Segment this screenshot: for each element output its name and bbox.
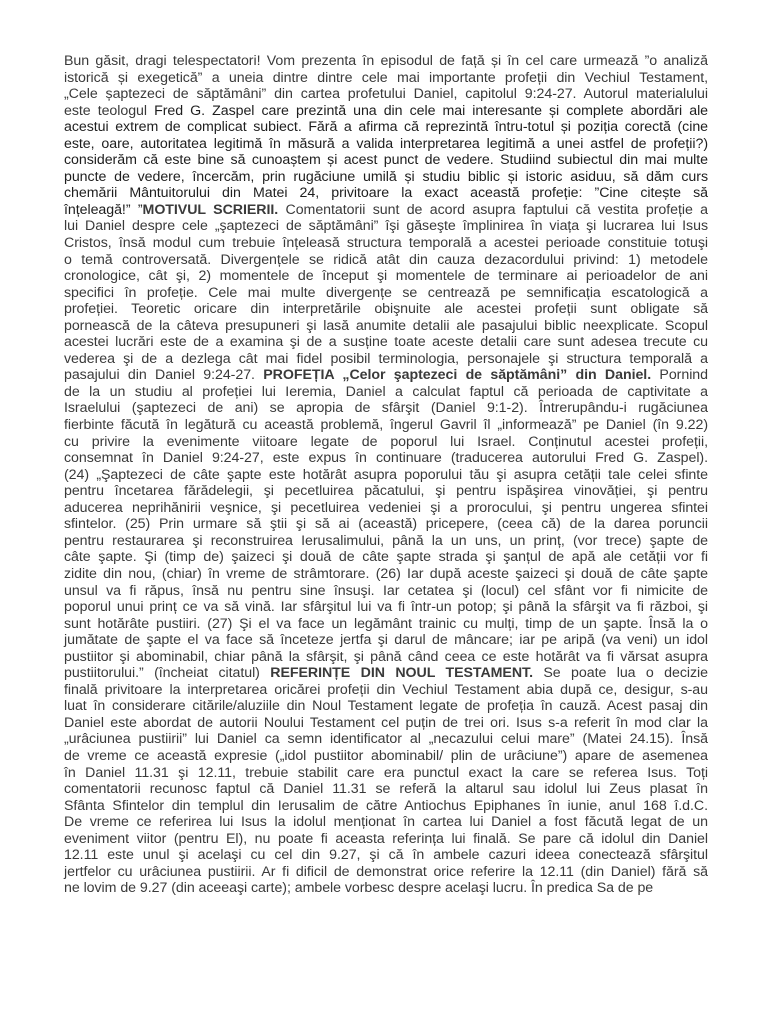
text-run: sfintelor. (25) Prin urmare să ştii şi să ai (această) pricepere, (ceea că) de la darea poruncii xyxy=(64,516,708,533)
text-run: vederea şi de a dezlega cât mai fidel posibil terminologia, personajele şi structura temporală a xyxy=(64,350,708,367)
text-line xyxy=(64,301,708,318)
text-line xyxy=(64,814,708,831)
text-run: pornească de la câteva presupuneri şi lasă anumite detalii ale pasajului biblic neexplicate. Scopul xyxy=(64,317,708,334)
text-line xyxy=(64,185,708,202)
text-run: cronologice, cât şi, 2) momentele de început şi momentele de terminare ai perioadelor de ani xyxy=(64,268,708,285)
text-line xyxy=(64,136,708,153)
text-line xyxy=(64,53,708,70)
text-run: în Daniel 11.31 şi 12.11, trebuie stabilit care era punctul exact la care se referea Isus. Toți xyxy=(64,764,708,781)
text-line xyxy=(64,384,708,401)
text-line xyxy=(64,70,708,87)
text-run: Bun găsit, dragi telespectatori! Vom prezenta în episodul de față și în cel care urmează ”o analiză xyxy=(64,53,708,69)
text-run: cu privire la evenimente viitoare legate de poporul lui Israel. Conținutul acestei profeții, xyxy=(64,433,708,450)
text-line xyxy=(64,616,708,633)
text-run: „Cele șaptezeci de săptămâni” din cartea profetului Daniel, capitolul 9:24-27. Autorul materialului xyxy=(64,86,708,103)
text-run: fierbinte făcută în legătură cu această problemă, îngerul Gavril îl „informează” pe Daniel (în 9.22) xyxy=(64,417,708,434)
text-line xyxy=(64,880,708,897)
text-run: jumătate de şapte el va face să înceteze jertfa şi darul de mâncare; iar pe aripă (va veni) un idol xyxy=(64,632,708,649)
text-line xyxy=(64,632,708,649)
text-line xyxy=(64,400,708,417)
text-line xyxy=(64,682,708,699)
text-line xyxy=(64,500,708,517)
text-run: aducerea neprihănirii veşnice, şi pecetluirea vedeniei şi a prorocului, şi pentru ungerea sfintei xyxy=(64,499,708,516)
text-line xyxy=(64,169,708,186)
text-run: eveniment viitor (pentru El), nu poate fi aceasta referința lui finală. Se pare că idolul din Daniel xyxy=(64,830,708,847)
text-line xyxy=(64,252,708,269)
text-run: profeției. Teoretic oricare din interpretările obişnuite ale acestei profeții sunt obligate să xyxy=(64,301,708,318)
text-line xyxy=(64,533,708,550)
text-line xyxy=(64,698,708,715)
text-line xyxy=(64,583,708,600)
text-run: pustiitor şi abominabil, chiar până la sfârşit, şi până când ceea ce este hotărât va fi vărsat asupra xyxy=(64,648,708,665)
text-run: câte şapte. Şi (timp de) şaizeci şi două de câte şapte strada şi şanțul de apă ale cetății vor fi xyxy=(64,549,708,566)
text-run: de vreme ce această expresie („idol pustiitor abominabil/ plin de urâciune”) apare de asemenea xyxy=(64,747,708,764)
text-run: de la un studiu al profeției lui Ieremia, Daniel a calculat faptul că perioada de captivitate a xyxy=(64,383,708,400)
text-line xyxy=(64,334,708,351)
text-run: Cristos, însă modul cum trebuie înțeleasă structura temporală a acestei perioade constituie totuşi xyxy=(64,235,708,252)
text-run: ne lovim de 9.27 (din aceeaşi carte); ambele vorbesc despre acelaşi lucru. În predica Sa de pe xyxy=(64,880,654,897)
text-line xyxy=(64,599,708,616)
text-run: puncte de vedere, încercăm, prin rugăciune umilă și studiu biblic și istoric asiduu, să dăm curs xyxy=(64,168,708,185)
text-run: pentru restaurarea şi reconstruirea Ierusalimului, până la un uns, un prinț, (vor trece) şapte de xyxy=(64,532,708,549)
text-run: lui Daniel despre cele „şaptezeci de săptămâni” îşi găseşte împlinirea în viața şi lucrarea lui Isus xyxy=(64,218,708,235)
text-run: chemării Mântuitorului din Matei 24, privitoare la exact această profeție: ”Cine citește să xyxy=(64,185,708,202)
text-line xyxy=(64,483,708,500)
text-line xyxy=(64,847,708,864)
text-run: luat în considerare citările/aluziile din Noul Testament legate de profeția în cauză. Acest pasaj din xyxy=(64,698,708,715)
text-run: pustiitorului.” (încheiat citatul) xyxy=(64,665,271,682)
text-line xyxy=(64,549,708,566)
text-line xyxy=(64,731,708,748)
text-line xyxy=(64,516,708,533)
text-run: considerăm că este bine să cunoaștem și acest punct de vedere. Studiind subiectul din mai multe xyxy=(64,152,708,169)
text-run: zidite din nou, (chiar) în vreme de strâmtorare. (26) Iar după aceste şaizeci şi două de câte şapte xyxy=(64,565,708,582)
text-run: jertfelor cu urâciunea pustiirii. Ar fi dificil de demonstrat orice referire la 12.11 (din Daniel) fără să xyxy=(64,863,708,880)
text-run: Sfânta Sfintelor din templul din Ierusalim de către Antiochus Epiphanes în iunie, anul 168 î.d.C. xyxy=(64,797,708,814)
text-run: o temă controversată. Divergențele se ridică atât din cauza dezacordului privind: 1) metodele xyxy=(64,251,708,268)
text-run: Fred G. Zaspel care prezintă una din cele mai interesante și complete abordări ale xyxy=(154,102,709,119)
text-run: Israelului (şaptezeci de ani) se apropia de sfârşit (Daniel 9:1-2). Întrerupându-i rugăciunea xyxy=(64,400,708,417)
text-line xyxy=(64,119,708,136)
section-heading: PROFEȚIA „Celor şaptezeci de săptămâni” din Daniel. xyxy=(263,367,652,384)
text-line xyxy=(64,218,708,235)
text-line xyxy=(64,86,708,103)
text-line xyxy=(64,665,708,682)
text-line xyxy=(64,748,708,765)
text-run: este teologul xyxy=(64,102,155,119)
section-heading: MOTIVUL SCRIERII. xyxy=(142,201,279,218)
text-line xyxy=(64,649,708,666)
text-line xyxy=(64,318,708,335)
text-line xyxy=(64,285,708,302)
text-line xyxy=(64,351,708,368)
text-line xyxy=(64,367,708,384)
text-run: Daniel este abordat de autorii Noului Testament cel puțin de trei ori. Isus s-a referit în mod clar la xyxy=(64,714,708,731)
section-heading: REFERINȚE DIN NOUL TESTAMENT. xyxy=(270,665,533,682)
text-line xyxy=(64,765,708,782)
text-run: acestui extrem de complicat subiect. Fără a afirma că reprezintă întru-totul și poziția corectă (cine xyxy=(64,119,708,136)
text-run: acestei lucrări este de a examina şi de a susține toate aceste detalii care sunt adesea trecute cu xyxy=(64,334,708,351)
text-run: De vreme ce referirea lui Isus la idolul menționat în cartea lui Daniel a fost făcută legat de un xyxy=(64,814,708,831)
text-run: unsul va fi răpus, însă nu pentru sine însuşi. Iar cetatea şi (locul) cel sfânt vor fi nimicite de xyxy=(64,582,708,599)
text-line xyxy=(64,202,708,219)
text-line xyxy=(64,152,708,169)
text-run: consemnat în Daniel 9:24-27, este expus în continuare (traducerea autorului Fred G. Zaspel). xyxy=(64,450,708,467)
text-line xyxy=(64,798,708,815)
text-line xyxy=(64,450,708,467)
document-body xyxy=(64,53,708,897)
text-run: înțeleagă!” ” xyxy=(64,201,143,218)
text-line xyxy=(64,566,708,583)
text-line xyxy=(64,235,708,252)
text-run: specifici în profeție. Cele mai multe divergențe se centrează pe semnificația escatologică a xyxy=(64,284,708,301)
text-line xyxy=(64,781,708,798)
text-line xyxy=(64,831,708,848)
text-line xyxy=(64,864,708,881)
text-line xyxy=(64,467,708,484)
text-run: poporul unui prinț ce va să vină. Iar sfârşitul lui va fi într-un potop; şi până la sfârşit va fi război, şi xyxy=(64,599,708,616)
text-run: finală privitoare la interpretarea oricărei profeții din Vechiul Testament abia după ce, desigur, s-au xyxy=(64,681,708,698)
text-run: (24) „Şaptezeci de câte şapte este hotărât asupra poporului tău şi asupra cetății tale celei sfinte xyxy=(64,466,708,483)
text-line xyxy=(64,715,708,732)
text-line xyxy=(64,434,708,451)
text-run: este, oare, autoritatea legitimă în măsură a valida interpretarea legitimă a unei astfel de profeții?) xyxy=(64,135,708,152)
text-line xyxy=(64,103,708,120)
text-run: Pornind xyxy=(651,367,708,384)
text-run: Comentatorii sunt de acord asupra faptului că vestita profeție a xyxy=(278,201,708,218)
text-line xyxy=(64,417,708,434)
text-run: Se poate lua o decizie xyxy=(532,665,708,682)
text-run: pentru încetarea fărădelegii, şi pecetluirea păcatului, şi pentru ispăşirea vinovăției, şi pentru xyxy=(64,483,708,500)
text-run: pasajului din Daniel 9:24-27. xyxy=(64,367,264,384)
text-run: comentatorii recunosc faptul că Daniel 11.31 se referă la altarul sau idolul lui Zeus plasat în xyxy=(64,781,708,798)
text-line xyxy=(64,268,708,285)
text-run: „urâciunea pustiirii” lui Daniel ca semn identificator al „necazului celui mare” (Matei 24.15). Însă xyxy=(64,731,708,748)
text-run: istorică și exegetică” a uneia dintre dintre cele mai importante profeții din Vechiul Testament, xyxy=(64,69,708,86)
text-run: 12.11 este unul şi acelaşi cu cel din 9.27, şi că în ambele cazuri ideea conectează sfârşitul xyxy=(64,847,708,864)
text-run: sunt hotărâte pustiiri. (27) Şi el va face un legământ trainic cu mulți, timp de un şapte. Însă la o xyxy=(64,615,708,632)
